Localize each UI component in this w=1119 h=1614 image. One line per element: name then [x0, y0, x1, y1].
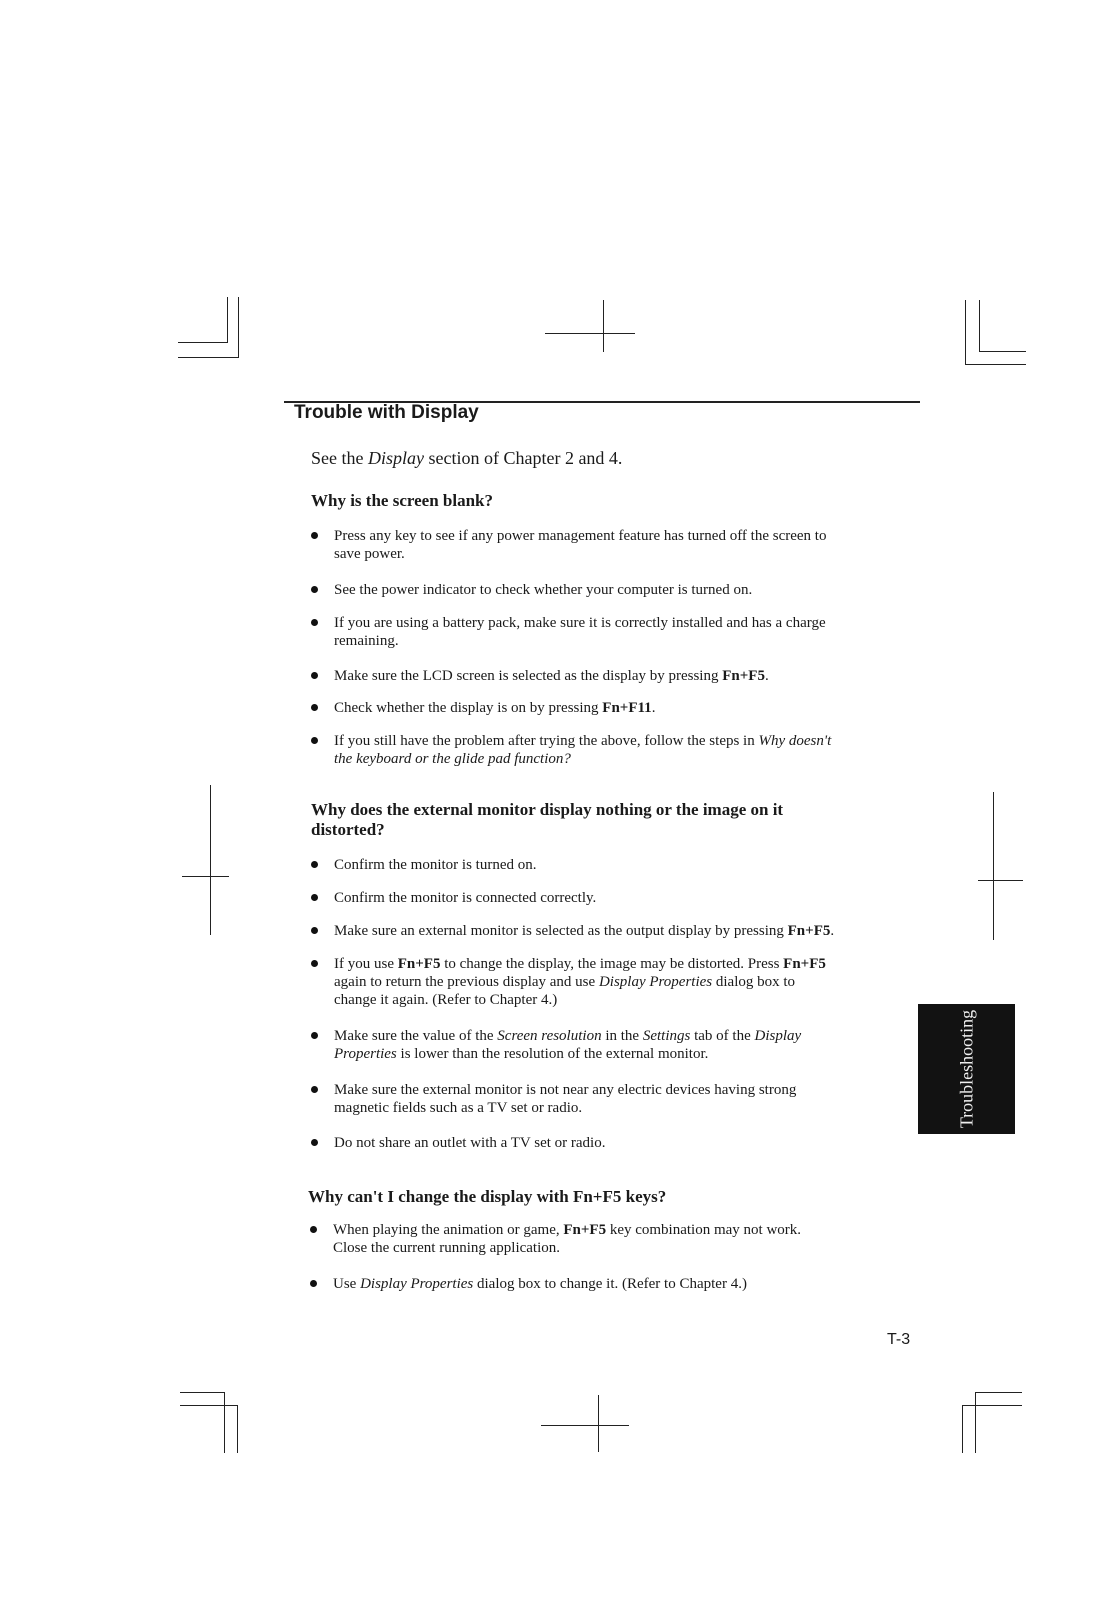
bullet-icon — [311, 894, 318, 901]
list-item: When playing the animation or game, Fn+F5 key combination may not work. Close the current running application. — [333, 1221, 933, 1257]
list-item: If you use Fn+F5 to change the display, the image may be distorted. Press Fn+F5 again to return the previous display and use Display Properties dialog box to change it again. (Refer to Chapter 4.) — [334, 955, 934, 1009]
bullet-icon — [311, 1139, 318, 1146]
list-item: See the power indicator to check whether your computer is turned on. — [334, 581, 934, 599]
bullet-icon — [311, 960, 318, 967]
bullet-icon — [311, 861, 318, 868]
list-item: Make sure an external monitor is selected as the output display by pressing Fn+F5. — [334, 922, 934, 940]
question-heading: Why is the screen blank? — [311, 491, 493, 510]
page-number: T-3 — [887, 1331, 911, 1348]
list-item: Make sure the LCD screen is selected as the display by pressing Fn+F5. — [334, 667, 934, 685]
bullet-icon — [311, 927, 318, 934]
bullet-icon — [311, 1086, 318, 1093]
list-item: Make sure the value of the Screen resolution in the Settings tab of the Display Properties is lower than the resolution of the external monitor. — [334, 1027, 934, 1063]
list-item: Confirm the monitor is connected correctly. — [334, 889, 934, 907]
list-item: Make sure the external monitor is not near any electric devices having strong magnetic fields such as a TV set or radio. — [334, 1081, 934, 1117]
section-title: Trouble with Display — [294, 402, 479, 423]
section-intro: See the Display section of Chapter 2 and 4. — [311, 448, 623, 468]
bullet-icon — [311, 1032, 318, 1039]
list-item: If you are using a battery pack, make sure it is correctly installed and has a charge remaining. — [334, 614, 934, 650]
list-item: Do not share an outlet with a TV set or radio. — [334, 1134, 934, 1152]
question-heading: Why does the external monitor display nothing or the image on it distorted? — [311, 800, 784, 839]
bullet-icon — [311, 532, 318, 539]
list-item: Use Display Properties dialog box to change it. (Refer to Chapter 4.) — [333, 1275, 933, 1293]
bullet-icon — [311, 586, 318, 593]
bullet-icon — [311, 619, 318, 626]
bullet-icon — [310, 1280, 317, 1287]
list-item: Check whether the display is on by pressing Fn+F11. — [334, 699, 934, 717]
bullet-icon — [311, 704, 318, 711]
list-item: Confirm the monitor is turned on. — [334, 856, 934, 874]
question-heading: Why can't I change the display with Fn+F5 keys? — [308, 1187, 667, 1206]
bullet-icon — [310, 1226, 317, 1233]
chapter-side-tab: Troubleshooting — [918, 1004, 1015, 1134]
list-item: Press any key to see if any power management feature has turned off the screen to save power. — [334, 527, 934, 563]
bullet-icon — [311, 672, 318, 679]
bullet-icon — [311, 737, 318, 744]
list-item: If you still have the problem after trying the above, follow the steps in Why doesn't the keyboard or the glide pad function? — [334, 732, 934, 768]
